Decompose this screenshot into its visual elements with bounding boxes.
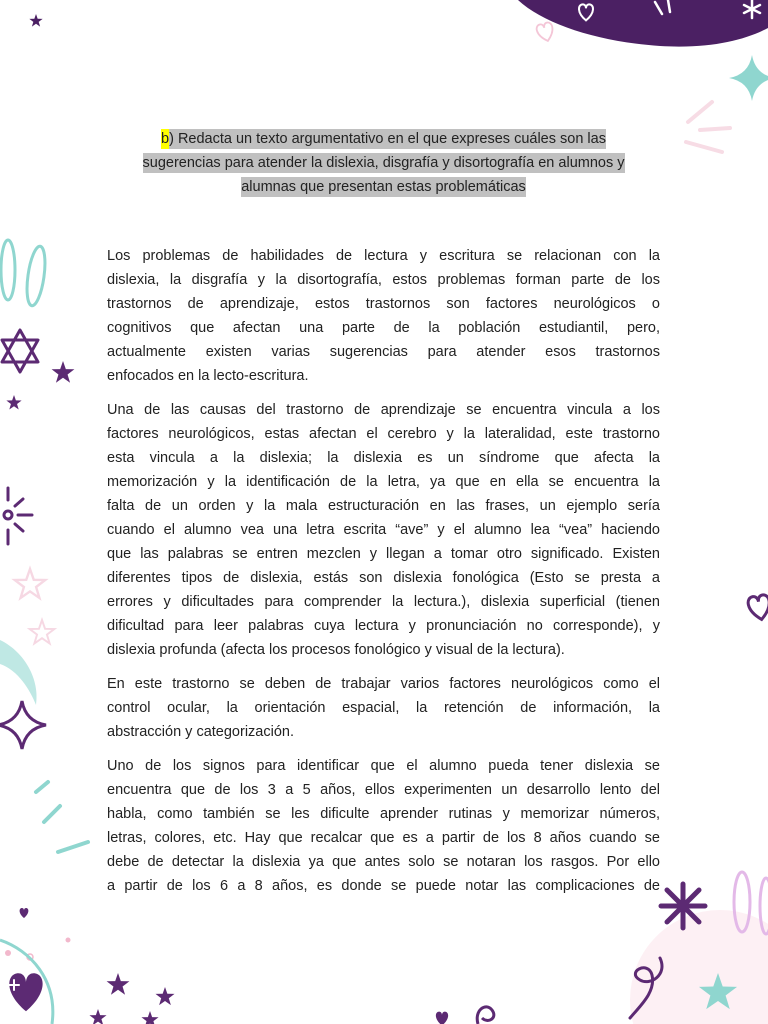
paragraph-4 bbox=[107, 754, 660, 898]
purple-star-icon bbox=[6, 395, 21, 409]
paragraph-3 bbox=[107, 672, 660, 744]
purple-star-icon bbox=[89, 1009, 106, 1024]
pink-star-outline-icon bbox=[15, 569, 45, 598]
heading-line bbox=[70, 127, 697, 151]
teal-loop-doodle bbox=[1, 240, 15, 300]
question-heading bbox=[70, 127, 697, 199]
purple-heart-outline-icon bbox=[747, 594, 768, 621]
paragraph-line: dificultad para leer palabras cuya lectura y pronunciación no corresponde), y bbox=[107, 618, 660, 634]
paragraph-line: esta vincula a la dislexia; la dislexia es un síndrome que afecta la bbox=[107, 450, 660, 466]
body-text bbox=[107, 244, 660, 908]
teal-sparkle-icon bbox=[729, 55, 768, 101]
paragraph-line: falta de un orden y la mala estructuración en las frases, un ejemplo sería bbox=[107, 498, 660, 514]
pink-dot bbox=[5, 950, 11, 956]
purple-sun-doodle bbox=[4, 488, 32, 544]
paragraph-line: control ocular, la orientación espacial, la retención de información, la bbox=[107, 700, 660, 716]
paragraph-line: letras, colores, etc. Hay que recalcar que es a partir de los 8 años cuando se bbox=[107, 830, 660, 846]
purple-heart-icon bbox=[9, 973, 42, 1011]
teal-loop-doodle bbox=[24, 245, 48, 307]
paragraph-line: que las palabras se entren mezclen y llegan a tomar otro significado. Existen bbox=[107, 546, 660, 562]
purple-swirl-doodle bbox=[477, 1007, 494, 1024]
paragraph-line: debe de detectar la dislexia ya que antes solo se notaran los rasgos. Por ello bbox=[107, 854, 660, 870]
paragraph-line: factores neurológicos, estas afectan el cerebro y la lateralidad, este trastorno bbox=[107, 426, 660, 442]
paragraph-line: errores y dificultades para comprender la lectura.), dislexia superficial (tienen bbox=[107, 594, 660, 610]
purple-blob-shape bbox=[518, 0, 768, 47]
purple-heart-icon bbox=[20, 908, 29, 918]
purple-hexagram-icon bbox=[2, 330, 38, 372]
question-letter-highlight: b bbox=[161, 131, 170, 147]
paragraph-1 bbox=[107, 244, 660, 388]
purple-sparkle-outline-icon bbox=[0, 701, 46, 749]
paragraph-line: cuando el alumno vea una letra escrita “ave” y el alumno lea “vea” haciendo bbox=[107, 522, 660, 538]
paragraph-2 bbox=[107, 398, 660, 662]
paragraph-line: encuentra que de los 3 a 5 años, ellos experimenten un desarrollo lento del bbox=[107, 782, 660, 798]
purple-star-icon bbox=[52, 361, 75, 383]
purple-asterisk-icon bbox=[661, 884, 705, 928]
heading-line bbox=[70, 151, 697, 175]
paragraph-line: habla, como también se les dificulte aprender rutinas y memorizar números, bbox=[107, 806, 660, 822]
teal-wave-shape bbox=[0, 640, 37, 705]
paragraph-line: memorización y la identificación de la letra, ya que en ella se encuentra la bbox=[107, 474, 660, 490]
teal-stroke-doodle bbox=[36, 782, 88, 852]
heading-line bbox=[70, 175, 697, 199]
paragraph-line: Los problemas de habilidades de lectura y escritura se relacionan con la bbox=[107, 248, 660, 264]
paragraph-line: dislexia profunda (afecta los procesos fonológico y visual de la lectura). bbox=[107, 642, 565, 658]
paragraph-line: enfocados en la lecto-escritura. bbox=[107, 368, 309, 384]
pink-heart-outline-icon bbox=[536, 22, 556, 43]
pink-dot bbox=[66, 938, 71, 943]
pink-star-outline-icon bbox=[30, 620, 55, 644]
paragraph-line: Uno de los signos para identificar que el alumno pueda tener dislexia se bbox=[107, 758, 660, 774]
paragraph-line: En este trastorno se deben de trabajar varios factores neurológicos como el bbox=[107, 676, 660, 692]
paragraph-line: dislexia, la disgrafía y la disortografía, estos problemas forman parte de los bbox=[107, 272, 660, 288]
paragraph-line: abstracción y categorización. bbox=[107, 724, 294, 740]
purple-heart-icon bbox=[436, 1012, 448, 1024]
purple-star-icon bbox=[107, 973, 130, 995]
purple-star-icon bbox=[155, 987, 174, 1005]
paragraph-line: cognitivos que afectan una parte de la población estudiantil, pero, bbox=[107, 320, 660, 336]
purple-star-icon bbox=[29, 14, 42, 27]
heading-text: ) Redacta un texto argumentativo en el que expreses cuáles son las bbox=[169, 131, 606, 147]
purple-star-icon bbox=[141, 1011, 158, 1024]
paragraph-line: a partir de los 6 a 8 años, es donde se puede notar las complicaciones de bbox=[107, 878, 660, 894]
paragraph-line: trastornos de aprendizaje, estos trastornos son factores neurológicos o bbox=[107, 296, 660, 312]
paragraph-line: diferentes tipos de dislexia, estás son dislexia fonológica (Esto se presta a bbox=[107, 570, 660, 586]
heading-text: alumnas que presentan estas problemáticas bbox=[241, 179, 526, 195]
paragraph-line: Una de las causas del trastorno de aprendizaje se encuentra vincula a los bbox=[107, 402, 660, 418]
heading-text: sugerencias para atender la dislexia, disgrafía y disortografía en alumnos y bbox=[142, 155, 625, 171]
paragraph-line: actualmente existen varias sugerencias para atender esos trastornos bbox=[107, 344, 660, 360]
